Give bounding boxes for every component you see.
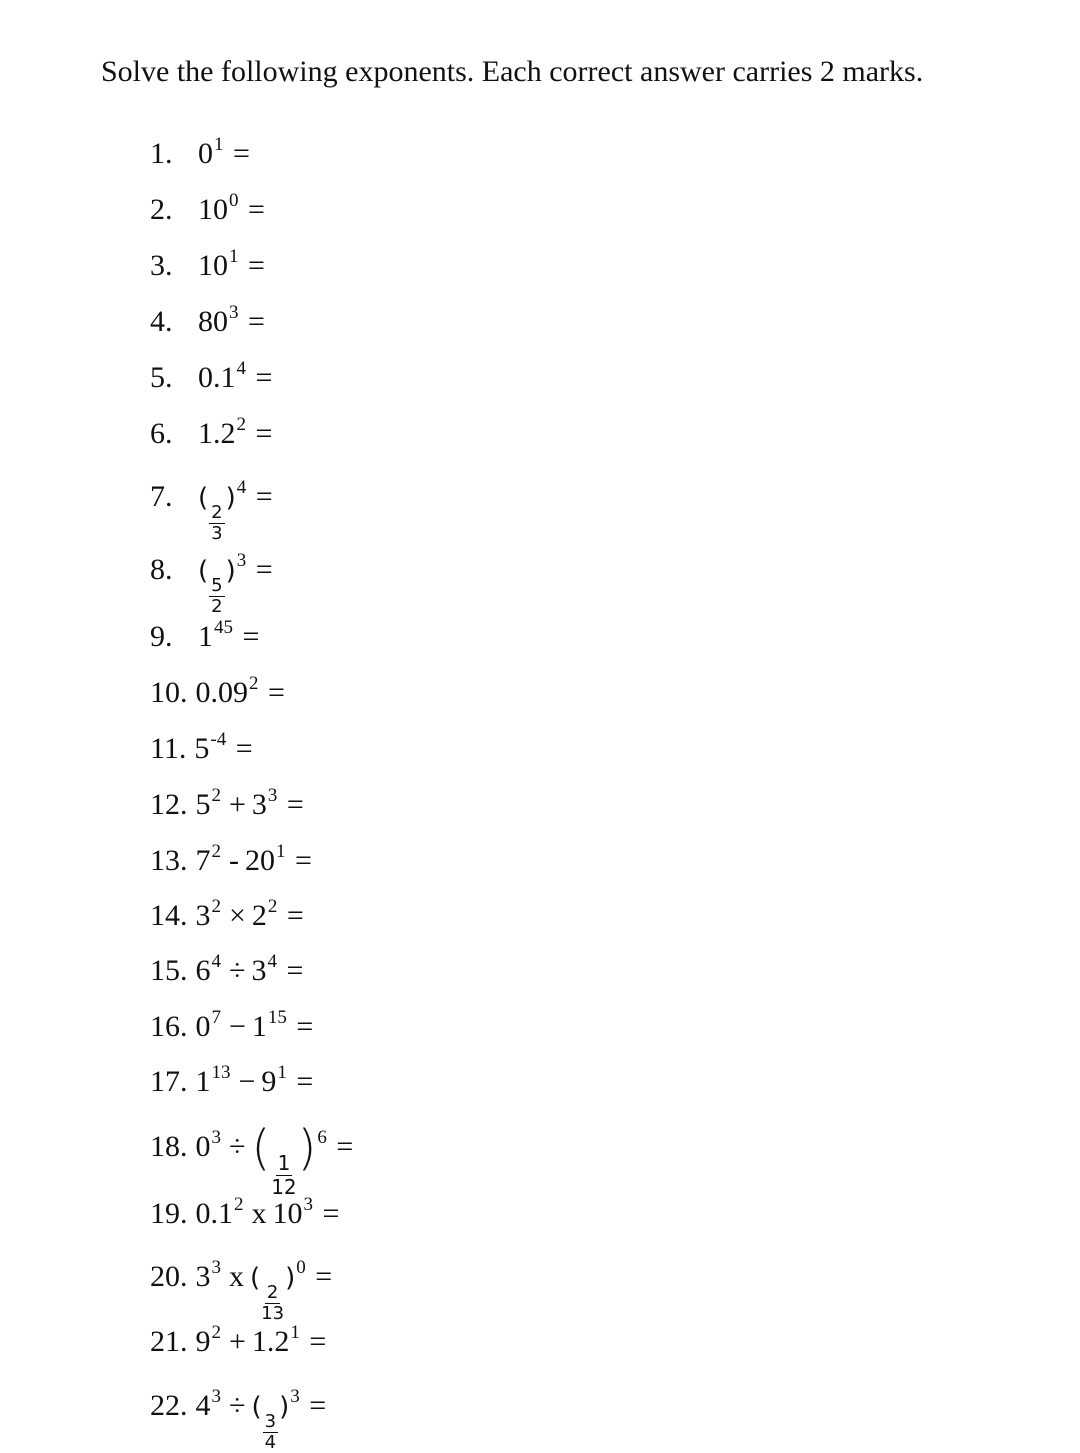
exponent: 4 bbox=[211, 951, 221, 972]
question-expression bbox=[198, 237, 265, 286]
question-expression bbox=[198, 541, 273, 616]
question-expression bbox=[194, 720, 252, 769]
fraction bbox=[263, 1413, 278, 1452]
exponent: 13 bbox=[211, 1062, 231, 1083]
question-item bbox=[150, 181, 265, 230]
question-expression bbox=[196, 664, 285, 713]
term: = bbox=[278, 954, 304, 987]
question-expression bbox=[196, 942, 304, 991]
fraction-numerator: 3 bbox=[264, 1411, 277, 1432]
exponent: 4 bbox=[267, 951, 277, 972]
parenthesis: ( bbox=[251, 1392, 262, 1422]
question-expression bbox=[196, 1185, 340, 1234]
exponent: 3 bbox=[211, 1127, 221, 1148]
term: 3 bbox=[195, 1260, 211, 1293]
fraction-denominator: 13 bbox=[261, 1303, 285, 1324]
question-number: 6. bbox=[150, 417, 173, 450]
exponent: 1 bbox=[214, 134, 224, 155]
fraction-denominator: 12 bbox=[271, 1175, 297, 1199]
question-item bbox=[150, 887, 304, 936]
question-item bbox=[150, 468, 273, 543]
term: = bbox=[248, 480, 273, 513]
question-number: 15. bbox=[150, 954, 188, 987]
term: 1.2 bbox=[251, 1325, 290, 1358]
operator: - bbox=[229, 844, 239, 877]
exponent: -4 bbox=[210, 729, 227, 750]
question-number: 16. bbox=[150, 1010, 188, 1043]
parenthesis: ) bbox=[225, 483, 236, 513]
fraction-numerator: 2 bbox=[211, 502, 223, 523]
question-item bbox=[150, 942, 303, 991]
term: 0 bbox=[195, 1130, 211, 1163]
operator: × bbox=[229, 899, 246, 932]
question-expression bbox=[198, 293, 265, 342]
exponent: 7 bbox=[211, 1007, 221, 1028]
question-item bbox=[150, 608, 259, 657]
term: = bbox=[301, 1389, 327, 1422]
term: = bbox=[240, 193, 265, 226]
term: 10 bbox=[272, 1197, 303, 1230]
question-item bbox=[150, 349, 272, 398]
term: 9 bbox=[195, 1325, 211, 1358]
operator: − bbox=[238, 1065, 256, 1098]
exponent: 1 bbox=[277, 1062, 287, 1083]
term: = bbox=[260, 676, 285, 709]
question-item bbox=[150, 405, 272, 454]
parenthesis: ( bbox=[198, 556, 209, 586]
fraction-denominator: 4 bbox=[264, 1432, 277, 1453]
exponent: 6 bbox=[317, 1127, 327, 1148]
term: 80 bbox=[198, 305, 228, 338]
term: 20 bbox=[245, 844, 275, 877]
question-item bbox=[150, 776, 304, 825]
exponent: 4 bbox=[236, 477, 247, 498]
term: 0.1 bbox=[198, 361, 236, 394]
term: 9 bbox=[261, 1065, 277, 1098]
question-expression bbox=[198, 349, 272, 398]
exponent: 45 bbox=[214, 617, 233, 638]
exponent: 3 bbox=[211, 1257, 221, 1278]
term: = bbox=[301, 1325, 327, 1358]
term: = bbox=[248, 417, 273, 450]
term: 0 bbox=[198, 137, 213, 170]
question-number: 3. bbox=[150, 249, 173, 282]
exponent: 15 bbox=[267, 1007, 287, 1028]
operator: ÷ bbox=[229, 954, 246, 987]
term: = bbox=[279, 899, 304, 932]
term: 1 bbox=[198, 620, 213, 653]
term: = bbox=[240, 249, 265, 282]
question-item bbox=[150, 720, 253, 769]
question-number: 18. bbox=[150, 1130, 188, 1163]
term: 3 bbox=[195, 899, 211, 932]
exponent: 4 bbox=[236, 358, 246, 379]
term: 1.2 bbox=[198, 417, 236, 450]
term: = bbox=[279, 788, 304, 821]
question-expression bbox=[198, 468, 273, 543]
term: 1 bbox=[251, 1010, 267, 1043]
exponent: 2 bbox=[249, 673, 259, 694]
question-expression bbox=[198, 608, 259, 657]
parenthesis: ) bbox=[285, 1263, 296, 1293]
term: = bbox=[235, 620, 260, 653]
question-item bbox=[150, 1053, 313, 1102]
parenthesis: ( bbox=[250, 1263, 261, 1293]
term: 3 bbox=[251, 954, 267, 987]
term: 1 bbox=[195, 1065, 211, 1098]
parenthesis: ) bbox=[225, 556, 236, 586]
parenthesis: ) bbox=[297, 1120, 317, 1176]
question-number: 10. bbox=[150, 676, 188, 709]
exponent: 0 bbox=[229, 190, 239, 211]
term: = bbox=[228, 732, 253, 765]
exponent: 3 bbox=[303, 1194, 313, 1215]
operator: x bbox=[251, 1197, 267, 1230]
exponent: 1 bbox=[276, 841, 286, 862]
term: = bbox=[307, 1260, 333, 1293]
term: 0.09 bbox=[195, 676, 248, 709]
question-number: 7. bbox=[150, 480, 173, 513]
term: = bbox=[248, 361, 273, 394]
question-expression bbox=[196, 1248, 333, 1323]
question-expression bbox=[196, 1053, 314, 1102]
exponent: 3 bbox=[211, 1386, 221, 1407]
operator: ÷ bbox=[229, 1130, 246, 1163]
term: = bbox=[288, 1010, 314, 1043]
term: = bbox=[328, 1130, 354, 1163]
term: = bbox=[287, 844, 312, 877]
question-number: 17. bbox=[150, 1065, 188, 1098]
question-item bbox=[150, 1313, 326, 1362]
question-expression bbox=[196, 1377, 327, 1452]
exponent: 2 bbox=[236, 414, 246, 435]
question-number: 19. bbox=[150, 1197, 188, 1230]
question-item bbox=[150, 125, 250, 174]
question-item bbox=[150, 1377, 326, 1452]
question-expression bbox=[196, 832, 312, 881]
question-number: 8. bbox=[150, 553, 173, 586]
question-expression bbox=[196, 776, 304, 825]
operator: − bbox=[229, 1010, 246, 1043]
question-number: 22. bbox=[150, 1389, 188, 1422]
fraction bbox=[209, 504, 224, 543]
exponent: 1 bbox=[290, 1322, 300, 1343]
question-item bbox=[150, 293, 265, 342]
term: 0 bbox=[195, 1010, 211, 1043]
exponent: 0 bbox=[296, 1257, 306, 1278]
term: 4 bbox=[195, 1389, 211, 1422]
question-number: 20. bbox=[150, 1260, 188, 1293]
parenthesis: ( bbox=[251, 1120, 271, 1176]
question-number: 14. bbox=[150, 899, 188, 932]
term: 10 bbox=[198, 193, 228, 226]
fraction-numerator: 5 bbox=[211, 575, 223, 596]
exponent: 2 bbox=[234, 1194, 244, 1215]
fraction-denominator: 2 bbox=[211, 596, 223, 617]
question-expression bbox=[196, 887, 304, 936]
term: 10 bbox=[198, 249, 228, 282]
question-item bbox=[150, 541, 273, 616]
question-number: 12. bbox=[150, 788, 188, 821]
term: 5 bbox=[195, 788, 211, 821]
question-number: 2. bbox=[150, 193, 173, 226]
question-item bbox=[150, 1185, 339, 1234]
parenthesis: ( bbox=[198, 483, 209, 513]
exponent: 3 bbox=[229, 302, 239, 323]
term: 2 bbox=[251, 899, 267, 932]
exponent: 2 bbox=[267, 896, 278, 917]
question-item bbox=[150, 237, 265, 286]
fraction-numerator: 2 bbox=[266, 1282, 279, 1303]
question-number: 9. bbox=[150, 620, 173, 653]
operator: + bbox=[229, 788, 246, 821]
question-number: 21. bbox=[150, 1325, 188, 1358]
term: 6 bbox=[195, 954, 211, 987]
exponent: 3 bbox=[236, 550, 247, 571]
question-expression bbox=[196, 1313, 327, 1362]
question-number: 1. bbox=[150, 137, 173, 170]
operator: + bbox=[229, 1325, 246, 1358]
exponent: 2 bbox=[211, 1322, 221, 1343]
question-number: 11. bbox=[150, 732, 187, 765]
fraction-denominator: 3 bbox=[211, 523, 223, 544]
question-expression bbox=[198, 125, 250, 174]
exponent: 2 bbox=[211, 896, 221, 917]
term: = bbox=[288, 1065, 314, 1098]
question-expression bbox=[198, 405, 272, 454]
question-expression bbox=[198, 181, 265, 230]
parenthesis: ) bbox=[279, 1392, 290, 1422]
exponent: 3 bbox=[267, 785, 278, 806]
exponent: 1 bbox=[229, 246, 239, 267]
term: = bbox=[240, 305, 265, 338]
question-item bbox=[150, 832, 312, 881]
exponent: 2 bbox=[211, 785, 221, 806]
operator: ÷ bbox=[229, 1389, 246, 1422]
term: 5 bbox=[194, 732, 210, 765]
question-number: 5. bbox=[150, 361, 173, 394]
question-item bbox=[150, 998, 313, 1047]
question-expression bbox=[196, 998, 314, 1047]
exponent: 3 bbox=[290, 1386, 300, 1407]
term: = bbox=[225, 137, 250, 170]
term: 0.1 bbox=[195, 1197, 233, 1230]
question-number: 4. bbox=[150, 305, 173, 338]
question-item bbox=[150, 1248, 332, 1323]
operator: x bbox=[229, 1260, 244, 1293]
exponent: 2 bbox=[211, 841, 221, 862]
question-item bbox=[150, 664, 285, 713]
term: = bbox=[315, 1197, 340, 1230]
instruction-text: Solve the following exponents. Each correct answer carries 2 marks. bbox=[101, 55, 924, 88]
term: = bbox=[248, 553, 273, 586]
question-number: 13. bbox=[150, 844, 188, 877]
term: 3 bbox=[251, 788, 267, 821]
fraction-numerator: 1 bbox=[277, 1151, 291, 1175]
term: 7 bbox=[195, 844, 211, 877]
